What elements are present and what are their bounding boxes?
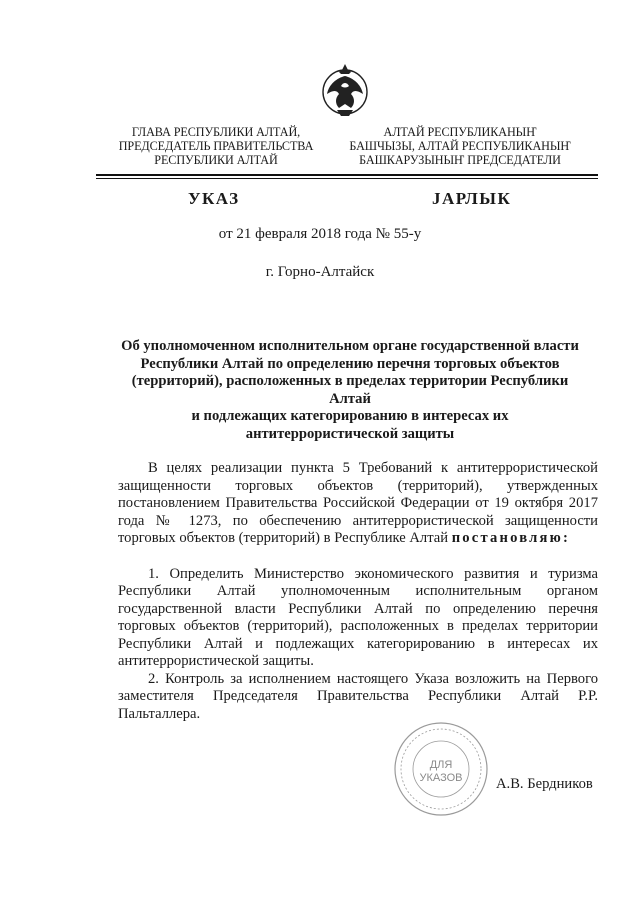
- header-left-line: ПРЕДСЕДАТЕЛЬ ПРАВИТЕЛЬСТВА: [118, 139, 314, 153]
- header-right-line: АЛТАЙ РЕСПУБЛИКАНЫҤ: [383, 125, 537, 139]
- signer-name: А.В. Бердников: [496, 776, 593, 792]
- coat-of-arms-emblem: [319, 58, 371, 122]
- decree-word: постановляю:: [451, 530, 571, 546]
- document-title: [110, 338, 590, 443]
- title-line: и подлежащих категорированию в интересах их: [191, 408, 509, 424]
- header-left-block: [96, 125, 336, 167]
- header-left-line: ГЛАВА РЕСПУБЛИКИ АЛТАЙ,: [131, 125, 301, 139]
- header-right-line: БАШКАРУЗЫНЫҤ ПРЕДСЕДАТЕЛИ: [359, 153, 561, 167]
- stamp-line: УКАЗОВ: [419, 772, 463, 784]
- title-line: Республики Алтай по определению перечня торговых объектов: [140, 355, 560, 372]
- item-paragraph: 2. Контроль за исполнением настоящего Указа возложить на Первого заместителя Председателя Правительства Республики Алтай Р.Р. Пальталлера.: [118, 670, 598, 722]
- header-left-line: РЕСПУБЛИКИ АЛТАЙ: [154, 153, 278, 167]
- city: г. Горно-Алтайск: [265, 264, 375, 280]
- preamble-paragraph: [118, 460, 598, 548]
- header-rule-thick: [96, 174, 598, 176]
- header-right-block: [340, 125, 580, 167]
- doc-type-russian: УКАЗ: [188, 189, 240, 208]
- header-right-line: БАШЧЫЗЫ, АЛТАЙ РЕСПУБЛИКАНЫҤ: [349, 139, 571, 153]
- title-line: Об уполномоченном исполнительном органе государственной власти: [121, 338, 579, 354]
- stamp-line: ДЛЯ: [429, 759, 453, 771]
- official-seal-stamp: [392, 720, 490, 818]
- title-line: (территорий), расположенных в пределах территории Республики Алтай: [131, 373, 569, 407]
- doc-type-altai: JАРЛЫК: [432, 189, 512, 208]
- header-rule-thin: [96, 178, 598, 179]
- item-paragraph: 1. Определить Министерство экономического развития и туризма Республики Алтай уполномоченным исполнительным органом государственной власти Республики Алтай по определению перечня торговых объектов (территорий), расположенных в пределах территории Республики Алтай и подлежащих категорированию в интересах их антитеррористической защиты.: [118, 565, 598, 669]
- preamble-text: В целях реализации пункта 5 Требований к антитеррористической защищенности торговых объектов (территорий), утвержденных постановлением Правительства Российской Федерации от 19 октября 2017 года № 1273, по обеспечению антитеррористической защищенности торговых объектов (территорий) в Республике Алтай: [118, 460, 598, 546]
- title-line: антитеррористической защиты: [245, 425, 455, 442]
- document-body: [118, 460, 598, 723]
- date-number: от 21 февраля 2018 года № 55-у: [218, 226, 422, 242]
